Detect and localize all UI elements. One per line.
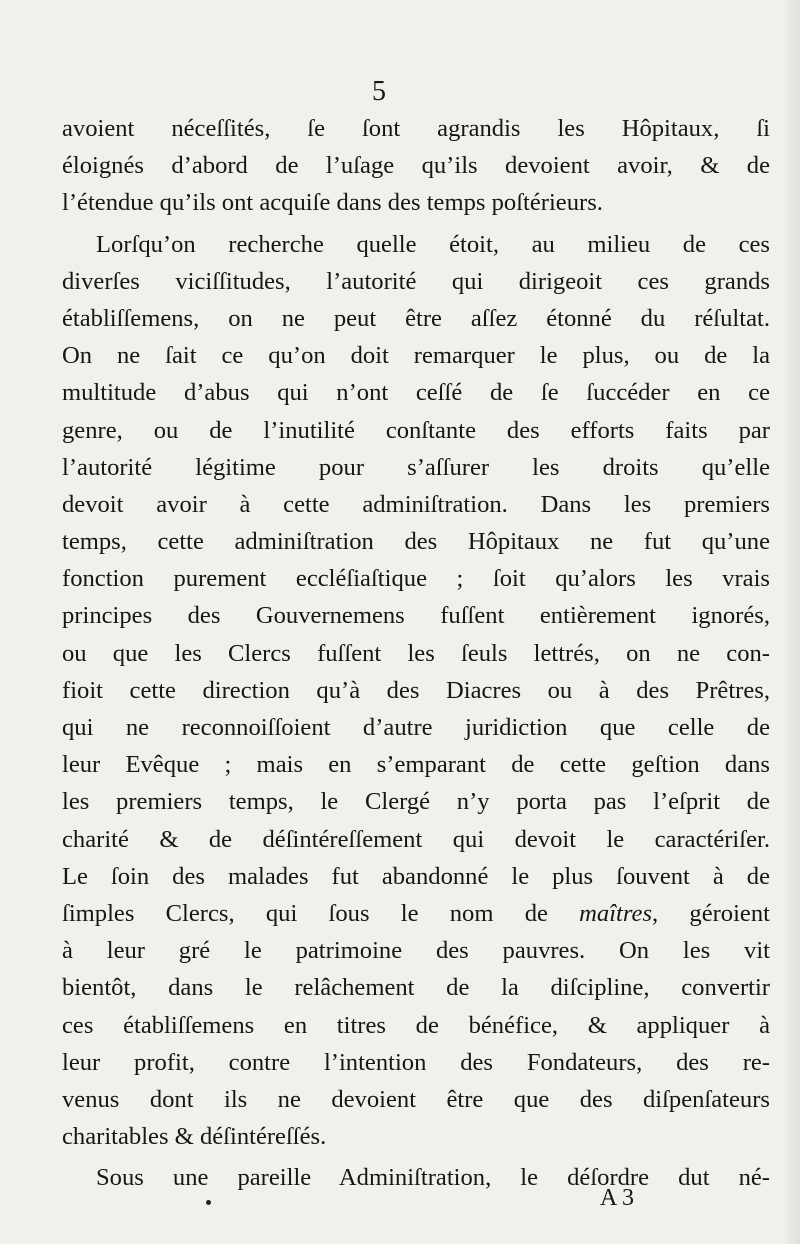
text-line: qui ne reconnoiſſoient d’autre juridiction que celle de	[62, 714, 770, 741]
text-line: Sous une pareille Adminiſtration, le déſordre dut né-	[96, 1164, 770, 1192]
paragraph	[62, 1159, 770, 1196]
text-line: venus dont ils ne devoient être que des diſpenſateurs	[62, 1085, 770, 1113]
text-line: l’étendue qu’ils ont acquiſe dans des temps poſtérieurs.	[62, 189, 603, 217]
paragraph	[62, 110, 770, 222]
text-line: Lorſqu’on recherche quelle étoit, au milieu de ces	[96, 230, 770, 258]
text-line: Le ſoin des malades fut abandonné le plus ſouvent à de	[62, 862, 770, 890]
text-line: fioit cette direction qu’à des Diacres ou à des Prêtres,	[62, 676, 770, 704]
page-number: 5	[372, 76, 386, 107]
text-line: ſimples Clercs, qui ſous le nom de maîtres, géroient	[62, 899, 770, 927]
paragraph	[62, 226, 770, 1156]
text-line: diverſes viciſſitudes, l’autorité qui dirigeoit ces grands	[62, 267, 770, 295]
text-line: leur profit, contre l’intention des Fondateurs, des re-	[62, 1048, 770, 1076]
text-line: avoient néceſſités, ſe ſont agrandis les Hôpitaux, ſi	[62, 115, 770, 142]
text-line: devoit avoir à cette adminiſtration. Dans les premiers	[62, 490, 770, 518]
text-line: temps, cette adminiſtration des Hôpitaux ne fut qu’une	[62, 528, 770, 556]
signature-mark: A 3	[600, 1185, 635, 1211]
page-edge-shadow	[782, 0, 800, 1244]
text-line: ces établiſſemens en titres de bénéfice, & appliquer à	[62, 1011, 770, 1039]
text-line: établiſſemens, on ne peut être aſſez étonné du réſultat.	[62, 304, 770, 332]
text-line: principes des Gouvernemens fuſſent entièrement ignorés,	[62, 602, 770, 630]
text-line: l’autorité légitime pour s’aſſurer les droits qu’elle	[62, 453, 770, 481]
text-line: les premiers temps, le Clergé n’y porta pas l’eſprit de	[62, 788, 770, 816]
text-line: à leur gré le patrimoine des pauvres. On les vit	[62, 937, 770, 965]
text-line: fonction purement eccléſiaſtique ; ſoit qu’alors les vrais	[62, 565, 770, 593]
text-line: éloignés d’abord de l’uſage qu’ils devoient avoir, & de	[62, 152, 770, 180]
text-line: On ne ſait ce qu’on doit remarquer le plus, ou de la	[62, 342, 770, 370]
text-line: ou que les Clercs fuſſent les ſeuls lettrés, on ne con-	[62, 639, 770, 667]
italic-word: maîtres	[579, 899, 653, 927]
body-text	[62, 110, 770, 1196]
text-line: leur Evêque ; mais en s’emparant de cette geſtion dans	[62, 751, 770, 779]
text-line: genre, ou de l’inutilité conſtante des efforts faits par	[62, 416, 770, 444]
printer-mark	[206, 1200, 211, 1205]
text-line: charitables & déſintéreſſés.	[62, 1123, 327, 1151]
text-line: bientôt, dans le relâchement de la diſcipline, convertir	[62, 974, 770, 1002]
text-line: multitude d’abus qui n’ont ceſſé de ſe ſuccéder en ce	[62, 379, 770, 407]
text-line: charité & de déſintéreſſement qui devoit le caractériſer.	[62, 825, 770, 853]
